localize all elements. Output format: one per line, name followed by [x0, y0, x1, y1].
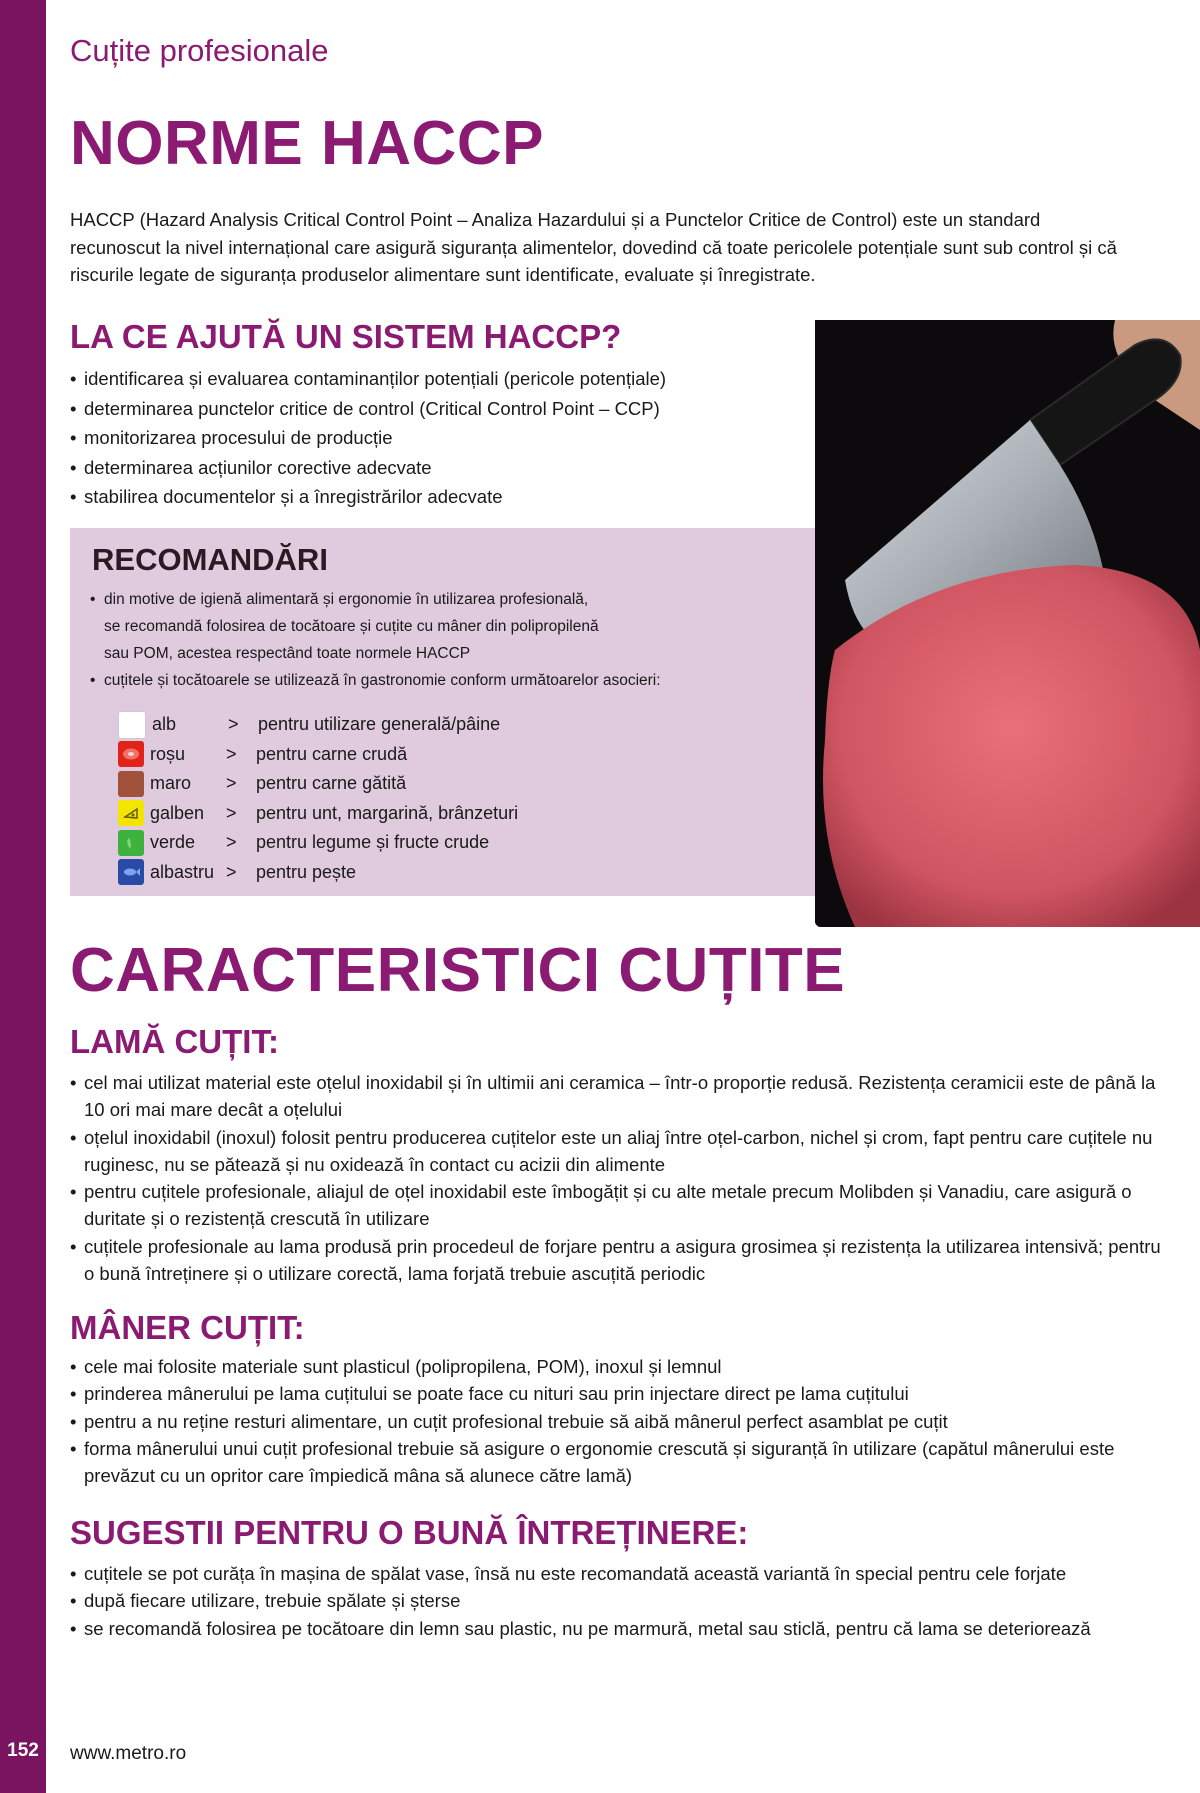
color-use: pentru carne crudă — [256, 743, 408, 764]
color-name: albastru — [150, 861, 215, 882]
list-item: • cele mai folosite materiale sunt plasticul (polipropilena, POM), inoxul și lemnul — [70, 1353, 1170, 1380]
list-item: • cel mai utilizat material este oțelul inoxidabil și în ultimii ani ceramica – într-o proporție redusă. Rezistența ceramicii este de până la 10 ori mai mare decât a oțelului — [70, 1069, 1170, 1124]
cheese-icon — [118, 800, 144, 826]
color-name: alb — [152, 714, 177, 735]
arrow: > — [228, 714, 239, 735]
blade-list — [70, 1069, 1170, 1287]
arrow: > — [226, 861, 237, 882]
color-row-brown — [118, 769, 518, 799]
haccp-help-title: LA CE AJUTĂ UN SISTEM HACCP? — [70, 318, 622, 355]
blade-title: LAMĂ CUȚIT: — [70, 1023, 279, 1060]
list-item: • se recomandă folosirea pe tocătoare din lemn sau plastic, nu pe marmură, metal sau sticlă, pentru că lama se deteriorează — [70, 1615, 1170, 1642]
color-row-blue — [118, 858, 518, 888]
color-name: maro — [150, 773, 192, 794]
color-name: roșu — [150, 743, 186, 764]
maintenance-title: SUGESTII PENTRU O BUNĂ ÎNTREȚINERE: — [70, 1514, 749, 1551]
list-item: • prinderea mânerului pe lama cuțitului se poate face cu nituri sau prin injectare direct pe lama cuțitului — [70, 1380, 1170, 1407]
blank-icon — [118, 711, 146, 739]
maintenance-list — [70, 1560, 1170, 1642]
color-name: verde — [150, 832, 196, 853]
arrow: > — [226, 832, 237, 853]
arrow: > — [226, 743, 237, 764]
footer-url[interactable]: www.metro.ro — [70, 1743, 187, 1764]
color-row-white — [118, 710, 518, 740]
handle-list — [70, 1353, 1170, 1489]
recommendations-list — [90, 586, 790, 694]
color-use: pentru unt, margarină, brânzeturi — [256, 802, 519, 823]
color-use: pentru carne gătită — [256, 773, 407, 794]
color-use: pentru legume și fructe crude — [256, 832, 490, 853]
list-item: • pentru cuțitele profesionale, aliajul de oțel inoxidabil este îmbogățit și cu alte metale precum Molibden și Vanadiu, care asigură o duritate și o rezistență crescută în utilizare — [70, 1178, 1170, 1233]
vegetable-icon — [118, 830, 144, 856]
color-code-table — [118, 710, 518, 887]
list-item: • determinarea acțiunilor corective adecvate — [70, 453, 666, 483]
haccp-help-list — [70, 364, 666, 512]
arrow: > — [226, 773, 237, 794]
intro-paragraph: HACCP (Hazard Analysis Critical Control Point – Analiza Hazardului și a Punctelor Critice de Control) este un standard recunoscut la nivel internațional care asigură siguranța alimentelor, dovedind că toate pericolele potențiale sunt sub control și că riscurile legate de siguranța produselor alimentare sunt identificate, evaluate și înregistrate. — [70, 209, 1117, 285]
list-item: • pentru a nu reține resturi alimentare, un cuțit profesional trebuie să aibă mânerul perfect asamblat pe cuțit — [70, 1408, 1170, 1435]
list-item: • din motive de igienă alimentară și ergonomie în utilizarea profesională, — [90, 586, 790, 613]
meat-icon — [118, 741, 144, 767]
list-item: • cuțitele și tocătoarele se utilizează în gastronomie conform următoarelor asocieri: — [90, 667, 790, 694]
color-name: galben — [150, 802, 205, 823]
list-item: • identificarea și evaluarea contaminanților potențiali (pericole potențiale) — [70, 364, 666, 394]
list-item: • după fiecare utilizare, trebuie spălate și șterse — [70, 1587, 1170, 1614]
list-item: • stabilirea documentelor și a înregistrărilor adecvate — [70, 482, 666, 512]
color-row-red — [118, 740, 518, 770]
list-item-continuation: sau POM, acestea respectând toate normele HACCP — [104, 645, 471, 662]
list-item: • cuțitele profesionale au lama produsă prin procedeul de forjare pentru a asigura grosimea și rezistența la utilizarea intensivă; pentru o bună întreținere și o utilizare corectă, lama forjată trebuie ascuțită periodic — [70, 1233, 1170, 1288]
color-row-yellow — [118, 799, 518, 829]
list-item: • monitorizarea procesului de producție — [70, 423, 666, 453]
page-sidebar — [0, 0, 46, 1793]
color-use: pentru utilizare generală/pâine — [258, 714, 501, 735]
list-item: • cuțitele se pot curăța în mașina de spălat vase, însă nu este recomandată această variantă în special pentru cele forjate — [70, 1560, 1170, 1587]
page-title: NORME HACCP — [70, 109, 544, 178]
list-item-continuation: se recomandă folosirea de tocătoare și cuțite cu mâner din polipropilenă — [104, 618, 599, 635]
knife-cutting-meat-photo — [815, 320, 1200, 927]
blank-icon — [118, 771, 144, 797]
recommendations-box — [70, 528, 815, 896]
arrow: > — [226, 802, 237, 823]
characteristics-title: CARACTERISTICI CUȚITE — [70, 936, 846, 1005]
recommendations-title: RECOMANDĂRI — [92, 542, 328, 577]
page-number: 152 — [7, 1740, 39, 1761]
color-use: pentru pește — [256, 861, 357, 882]
meat-shape — [823, 565, 1200, 927]
list-item: • forma mânerului unui cuțit profesional trebuie să asigure o ergonomie crescută și siguranță în utilizare (capătul mânerului este prevăzut cu un opritor care împiedică mâna să alunece către lamă) — [70, 1435, 1170, 1490]
color-row-green — [118, 828, 518, 858]
list-item: • determinarea punctelor critice de control (Critical Control Point – CCP) — [70, 394, 666, 424]
section-title: Cuțite profesionale — [70, 33, 329, 68]
fish-icon — [118, 859, 144, 885]
handle-title: MÂNER CUȚIT: — [70, 1309, 305, 1346]
list-item: • oțelul inoxidabil (inoxul) folosit pentru producerea cuțitelor este un aliaj între oțel-carbon, nichel și crom, fapt pentru care cuțitele nu ruginesc, nu se pătează și nu oxidează în contact cu acizii din alimente — [70, 1124, 1170, 1179]
